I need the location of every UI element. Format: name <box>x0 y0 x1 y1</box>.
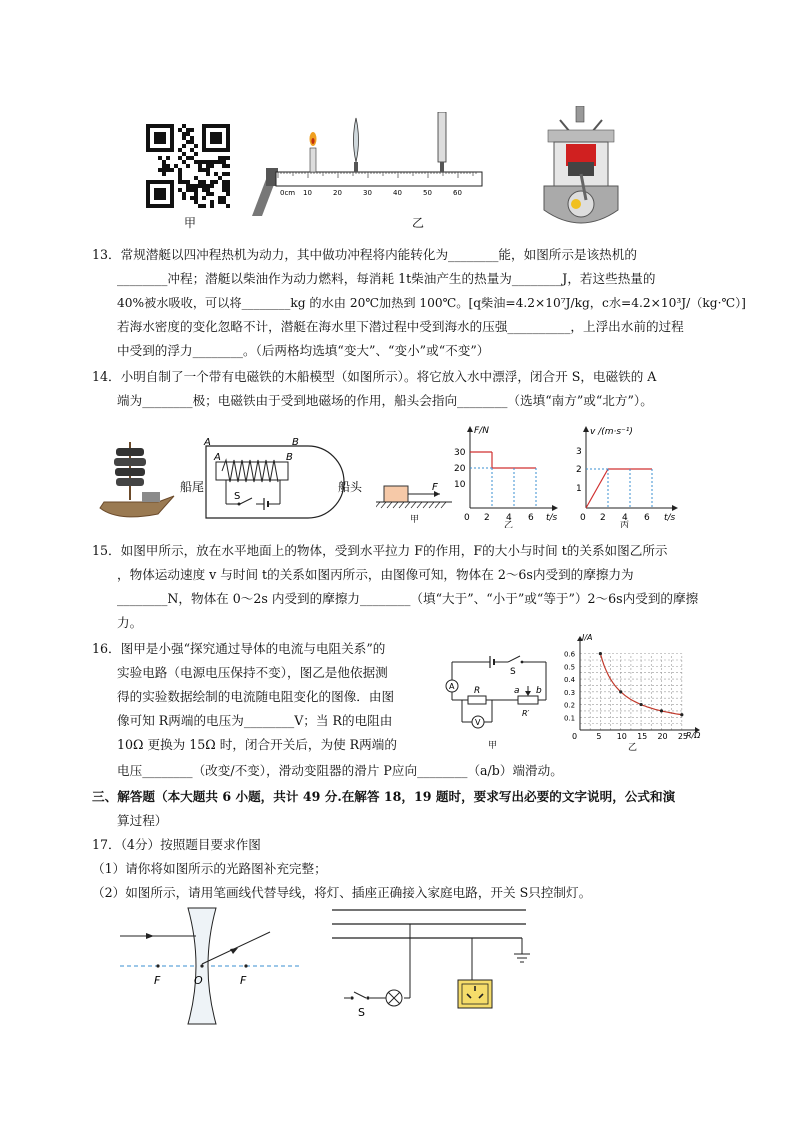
t-axis-label-F: t/s <box>546 513 558 523</box>
I-tick-0.4: 0.4 <box>564 676 576 685</box>
terminal-a: a <box>514 686 520 696</box>
I-tick-0.3: 0.3 <box>564 688 576 697</box>
label-A-outer: A <box>204 438 211 448</box>
v-tick-1: 1 <box>576 484 582 494</box>
optical-bench-figure <box>248 112 488 222</box>
ruler-tick-30: 30 <box>363 189 372 197</box>
q15-line1: 15．如图甲所示，放在水平地面上的物体，受到水平拉力 F的作用，F的大小与时间 t的关系如图乙所示 <box>92 543 668 558</box>
I-tick-0.5: 0.5 <box>564 663 576 672</box>
section3-line1: 三、解答题（本大题共 6 小题，共计 49 分.在解答 18，19 题时，要求写出必要的文字说明，公式和演 <box>92 789 676 804</box>
q16-line2: 实验电路（电源电压保持不变），图乙是他依据测 <box>117 665 388 680</box>
section3-heading <box>92 788 675 806</box>
q13-line5: 中受到的浮力________。（后两格均选填“变大”、“变小”或“不变”） <box>117 343 490 358</box>
data-point <box>639 703 642 706</box>
v-axis-label: v /(m·s⁻¹) <box>590 427 633 437</box>
q13-line1: 13．常规潜艇以四冲程热机为动力，其中做功冲程将内能转化为________能，如图所示是该热机的 <box>92 247 637 262</box>
switch-S-16: S <box>510 667 516 677</box>
v-ramp <box>586 469 608 508</box>
caption-bing-15: 丙 <box>620 521 630 528</box>
R-tick-25: 25 <box>677 732 689 741</box>
v-tick-2: 2 <box>576 465 582 475</box>
circuit-diagram-q16 <box>440 652 556 756</box>
q14-line1: 14．小明自制了一个带有电磁铁的木船模型（如图所示）。将它放入水中漂浮，闭合开 S，电磁铁的 A <box>92 369 657 384</box>
q17-part2: （2）如图所示，请用笔画线代替导线，将灯、插座正确接入家庭电路，开关 S只控制灯。 <box>92 885 592 900</box>
q16-line1: 16．图甲是小强“探究通过导体的电流与电阻关系”的 <box>92 641 386 656</box>
q15-line3: ________N，物体在 0～2s 内受到的摩擦力________（填“大于”、“小于”或“等于”）2～6s内受到的摩擦 <box>117 591 699 606</box>
household-circuit-figure <box>326 904 540 1024</box>
data-point <box>599 652 602 655</box>
q16-line3: 得的实验数据绘制的电流随电阻变化的图像．由图 <box>117 689 395 704</box>
R-tick-5: 5 <box>596 732 602 741</box>
q16-line6: 电压________（改变/不变），滑动变阻器的滑片 P应向________（a/b）端滑动。 <box>117 763 563 778</box>
F-axis-label: F/N <box>474 426 489 436</box>
t-tick-6-F: 6 <box>528 513 534 523</box>
q16-line4: 像可知 R两端的电压为________V；当 R的电阻由 <box>117 713 393 728</box>
data-point <box>619 690 622 693</box>
q16-line5: 10Ω 更换为 15Ω 时，闭合开关后，为使 R两端的 <box>117 737 397 752</box>
engine-cylinder-figure <box>540 106 622 236</box>
label-B-inner: B <box>286 452 293 463</box>
current-resistance-chart <box>562 632 710 756</box>
I-tick-0.1: 0.1 <box>564 714 576 723</box>
t-tick-2-F: 2 <box>484 513 490 523</box>
caption-jia-15: 甲 <box>410 515 420 525</box>
force-time-graph <box>452 424 562 532</box>
q13-line2: ________冲程；潜艇以柴油作为动力燃料，每消耗 1t柴油产生的热量为________J，若这些热量的 <box>117 271 656 286</box>
q17-part1: （1）请你将如图所示的光路图补充完整； <box>92 861 327 876</box>
F-tick-20: 20 <box>454 464 466 474</box>
v-tick-3: 3 <box>576 447 582 457</box>
voltmeter-V: V <box>475 718 481 727</box>
data-point <box>660 709 663 712</box>
ruler-tick-60: 60 <box>453 189 462 197</box>
velocity-time-graph <box>568 424 684 532</box>
focal-F-left: F <box>154 974 161 987</box>
I-tick-0.6: 0.6 <box>564 650 576 659</box>
data-point <box>680 713 683 716</box>
qr-code-image <box>146 124 230 208</box>
I-tick-0.2: 0.2 <box>564 701 576 710</box>
figure-label-jia: 甲 <box>184 216 197 230</box>
ruler-unit: 0cm <box>280 189 296 197</box>
rheostat-Rp: R′ <box>522 709 530 718</box>
t-axis-label-v: t/s <box>664 513 676 523</box>
section3-line2: 算过程） <box>117 813 168 828</box>
q14-line2: 端为________极；电磁铁由于受到地磁场的作用，船头会指向________（选填“南方”或“北方”）。 <box>117 393 653 408</box>
q15-line2: ，物体运动速度 v 与时间 t的关系如图丙所示，由图像可知，物体在 2～6s内受到的摩擦力为 <box>117 567 634 582</box>
t-tick-6-v: 6 <box>644 513 650 523</box>
ruler-tick-50: 50 <box>423 189 432 197</box>
force-label-F: F <box>432 482 438 493</box>
resistor-R: R <box>474 686 481 696</box>
t-tick-2-v: 2 <box>600 513 606 523</box>
label-bow: 船头 <box>338 480 363 494</box>
ammeter-A: A <box>449 682 455 691</box>
boat-model-image <box>98 438 176 526</box>
q17-title: 17．（4分）按照题目要求作图 <box>92 837 261 852</box>
origin-v: 0 <box>580 513 586 523</box>
origin-F: 0 <box>464 513 470 523</box>
block-on-ground-figure <box>376 472 452 532</box>
switch-S-17: S <box>358 1006 365 1019</box>
caption-yi-15: 乙 <box>504 521 514 528</box>
figure-label-yi: 乙 <box>412 216 425 230</box>
F-tick-10: 10 <box>454 480 466 490</box>
caption-jia-16: 甲 <box>488 741 498 751</box>
F-tick-30: 30 <box>454 448 466 458</box>
caption-yi-16: 乙 <box>628 743 638 752</box>
label-A-inner: A <box>214 452 221 463</box>
origin-16: 0 <box>572 732 578 741</box>
ruler-tick-10: 10 <box>303 189 312 197</box>
t-tick-4-F: 4 <box>506 513 512 523</box>
label-switch-S: S <box>234 491 241 502</box>
I-axis-label: I/A <box>582 633 593 642</box>
optical-center-O: O <box>194 974 203 987</box>
R-axis-label: R/Ω <box>686 731 701 740</box>
t-tick-4-v: 4 <box>622 513 628 523</box>
concave-lens-figure <box>120 904 300 1032</box>
R-tick-15: 15 <box>637 732 648 741</box>
label-stern: 船尾 <box>180 480 205 494</box>
q13-line3: 40%被水吸收，可以将________kg 的水由 20℃加热到 100℃。[q柴油=4.2×10⁷J/kg，c水=4.2×10³J/（kg·℃）] <box>117 296 746 310</box>
q13-line4: 若海水密度的变化忽略不计，潜艇在海水里下潜过程中受到海水的压强__________，上浮出水前的过程 <box>117 319 684 334</box>
terminal-b: b <box>536 686 542 696</box>
ruler-tick-40: 40 <box>393 189 402 197</box>
R-tick-20: 20 <box>657 732 668 741</box>
ruler-tick-20: 20 <box>333 189 342 197</box>
q15-line4: 力。 <box>117 615 143 630</box>
focal-F-right: F <box>240 974 247 987</box>
R-tick-10: 10 <box>616 732 627 741</box>
label-B-outer: B <box>292 438 299 448</box>
